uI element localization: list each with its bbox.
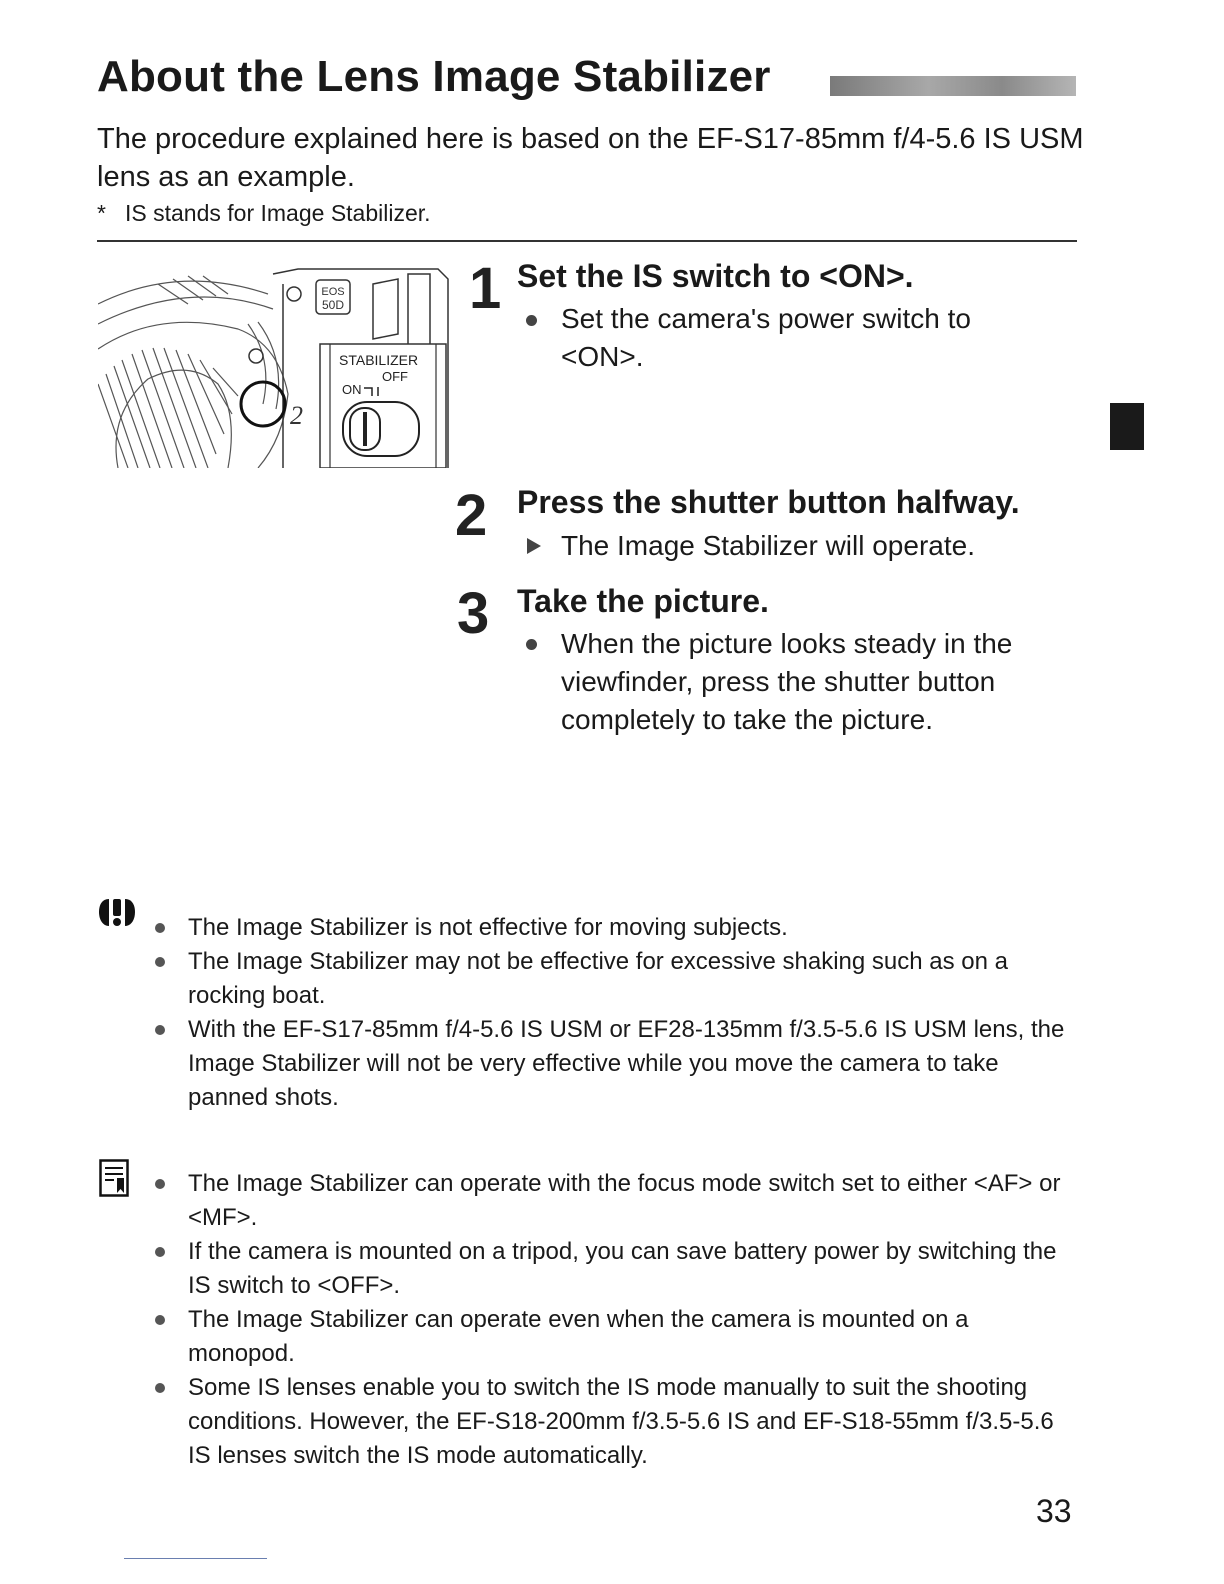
step-1-text: Set the camera's power switch to <ON>. bbox=[561, 303, 971, 372]
callout-number: 2 bbox=[290, 401, 303, 430]
step-3-text: When the picture looks steady in the viewfinder, press the shutter button completely to take the picture. bbox=[561, 628, 1013, 735]
title-decoration-bar bbox=[830, 76, 1076, 96]
step-2-number: 2 bbox=[455, 483, 488, 548]
memo-item bbox=[155, 1167, 1065, 1235]
step-3-number: 3 bbox=[457, 581, 490, 646]
caution-text: With the EF-S17-85mm f/4-5.6 IS USM or EF28-135mm f/3.5-5.6 IS USM lens, the Image Stabilizer will not be very effective while you move the camera to take panned shots. bbox=[188, 1016, 1065, 1111]
step-1-bullet bbox=[526, 315, 537, 326]
bullet-icon bbox=[155, 1025, 165, 1035]
memo-text: If the camera is mounted on a tripod, you can save battery power by switching the IS switch to <OFF>. bbox=[188, 1238, 1057, 1299]
memo-item bbox=[155, 1303, 1065, 1371]
bullet-icon bbox=[155, 1247, 165, 1257]
off-label: OFF bbox=[382, 369, 408, 384]
caution-icon bbox=[99, 897, 135, 929]
on-label: ON bbox=[342, 382, 362, 397]
result-arrow-icon bbox=[527, 538, 541, 554]
memo-list bbox=[155, 1167, 1065, 1473]
bullet-icon bbox=[155, 1179, 165, 1189]
page-title: About the Lens Image Stabilizer bbox=[97, 52, 771, 101]
header-divider bbox=[97, 240, 1077, 242]
step-3-title: Take the picture. bbox=[517, 583, 769, 619]
step-2-title: Press the shutter button halfway. bbox=[517, 484, 1020, 520]
footnote-mark: * bbox=[97, 200, 106, 226]
switch-label: STABILIZER bbox=[339, 352, 419, 368]
footnote bbox=[97, 200, 431, 227]
caution-item bbox=[155, 1013, 1065, 1115]
caution-text: The Image Stabilizer may not be effective for excessive shaking such as on a rocking boat. bbox=[188, 948, 1008, 1009]
memo-text: Some IS lenses enable you to switch the IS mode manually to suit the shooting conditions. However, the EF-S18-200mm f/3.5-5.6 IS and EF-S18-55mm f/3.5-5.6 IS lenses switch the IS mode automatically. bbox=[188, 1374, 1054, 1469]
memo-item bbox=[155, 1371, 1065, 1473]
memo-text: The Image Stabilizer can operate even when the camera is mounted on a monopod. bbox=[188, 1306, 969, 1367]
badge-line1: EOS bbox=[321, 286, 345, 298]
lens-switch-illustration bbox=[98, 264, 450, 468]
memo-icon bbox=[99, 1159, 129, 1197]
caution-list bbox=[155, 911, 1065, 1115]
caution-item bbox=[155, 945, 1065, 1013]
bottom-rule bbox=[124, 1558, 267, 1559]
badge-line2: 50D bbox=[321, 298, 345, 312]
footnote-text: IS stands for Image Stabilizer. bbox=[125, 200, 431, 226]
bullet-icon bbox=[155, 923, 165, 933]
caution-item bbox=[155, 911, 1065, 945]
memo-text: The Image Stabilizer can operate with the focus mode switch set to either <AF> or <MF>. bbox=[188, 1170, 1061, 1231]
bullet-icon bbox=[155, 957, 165, 967]
step-3-bullet bbox=[526, 639, 537, 650]
memo-item bbox=[155, 1235, 1065, 1303]
step-1-number: 1 bbox=[469, 256, 502, 321]
page-number: 33 bbox=[1036, 1493, 1072, 1529]
bullet-icon bbox=[155, 1383, 165, 1393]
bullet-icon bbox=[155, 1315, 165, 1325]
intro-text: The procedure explained here is based on the EF-S17-85mm f/4-5.6 IS USM lens as an example. bbox=[97, 123, 1084, 193]
step-1-title: Set the IS switch to <ON>. bbox=[517, 258, 914, 294]
is-switch bbox=[343, 402, 419, 456]
chapter-tab bbox=[1110, 403, 1144, 450]
caution-text: The Image Stabilizer is not effective for moving subjects. bbox=[188, 914, 788, 941]
step-2-text: The Image Stabilizer will operate. bbox=[561, 530, 975, 561]
